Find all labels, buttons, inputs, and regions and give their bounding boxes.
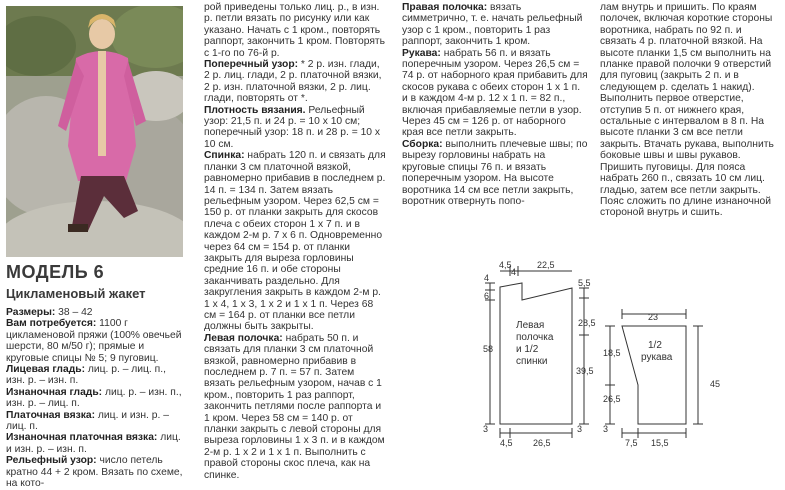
dim-label: 18,5 [603,348,621,358]
pattern1-label-line: и 1/2 [516,344,539,355]
dim-label: 4,5 [500,438,513,448]
dim-label: 45 [710,379,721,389]
dim-label: 3 [483,424,489,434]
paragraph: рой приведены только лиц. р., в изн. р. петли вязать по рисунку или как указано. Начать с 1 кром., повторять раппорт, закончить 1 кром. Повторять с 1-го по 76-й р. [204,2,385,59]
dim-label: 3 [577,424,583,434]
paragraph: Плотность вязания. Рельефный узор: 21,5 п. и 24 р. = 10 х 10 см; поперечный узор: 18 п. и 28 р. = 10 х 10 см. [204,104,381,150]
dim-label: 58 [483,344,494,354]
dim-label: 4 [511,267,517,277]
dim-label: 26,5 [603,394,621,404]
dim-label: 23 [648,312,659,322]
dim-label: 39,5 [576,366,594,376]
paragraph: Изнаночная гладь: лиц. р. – изн. п., изн. р. – лиц. п. [6,386,182,410]
paragraph: Рукава: набрать 56 п. и вязать поперечным узором. Через 26,5 см = 74 р. от наборного края прибавить для скосов рукава с обеих сторон 1 х 1 п. и в каждом 4-м р. 12 х 1 п. = 82 п., включая прибавляемые петли в узор. Через 45 см = 126 р. от наборного края все петли закрыть. [402,47,588,139]
pattern1-label-line: спинки [516,356,548,367]
dim-label: 22,5 [537,260,555,270]
dim-label: 5,5 [578,278,591,288]
paragraph: Вам потребуется: 1100 г цикламеновой пряжи (100% овечьей шерсти, 80 м/50 г); прямые и круговые спицы № 5; 9 пуговиц. [6,318,182,364]
paragraph: Поперечный узор: * 2 р. изн. глади, 2 р. лиц. глади, 2 р. платочной вязки, 2 р. изн. платочной вязки, 2 р. лиц. глади, повторять от *. [204,59,382,105]
pattern2-label-line: 1/2 [648,340,662,351]
dim-label: 7,5 [625,438,638,448]
paragraph: Размеры: 38 – 42 [6,307,93,318]
paragraph: Сборка: выполнить плечевые швы; по вырезу горловины набрать на круговые спицы 76 п. и вязать поперечным узором. На высоте воротника 14 см все петли закрыть, воротник отвернуть попо- [402,138,588,207]
paragraph: Лицевая гладь: лиц. р. – лиц. п., изн. р. – изн. п. [6,364,166,387]
pattern-sleeve [605,309,703,438]
dim-label: 6 [484,291,490,301]
paragraph: лам внутрь и пришить. По краям полочек, включая короткие стороны воротника, набрать по 92 п. и связать 4 р. платочной вязкой. На высоте планки 1,5 см выполнить на планке правой полочки 9 отверстий для пуговиц (закрыть 2 п. и в следующем р. сделать 1 накид). Выполнить первое отверстие, отступив 5 п. от нижнего края, остальные с интервалом в 8 п. На высоте планки 3 см все петли закрыть. Втачать рукава, выполнить боковые швы и швы рукавов. Пришить пуговицы. Для пояса набрать 260 п., связать 10 см лиц. гладью, затем все петли закрыть. Пояс сложить по длине изнаночной стороной внутрь и сшить. [600,2,774,219]
pattern-sleeve-labels [603,312,720,448]
model-title: МОДЕЛЬ 6 [6,262,105,282]
dim-label: 15,5 [651,438,669,448]
pattern2-label-line: рукава [641,352,673,363]
paragraph: Спинка: набрать 120 п. и связать для планки 3 см платочной вязкой, равномерно прибавив в последнем р. 14 п. = 134 п. Затем вязать рельефным узором. Через 62,5 см = 150 р. от планки закрыть для скосов плеча с обеих сторон 1 х 7 п. и в каждом 2-м р. 7 х 6 п. Одновременно через 64 см = 154 р. от планки закрыть для выреза горловины средние 16 п. и обе стороны заканчивать раздельно. Для закругления закрыть в каждом 2-м р. 1 х 4, 1 х 3, 1 х 2 и 1 х 1 п. Через 68 см = 164 р. от планки все петли должны быть закрыты. [204,150,386,333]
dim-label: 4,5 [499,260,512,270]
pattern1-label-line: Левая [516,320,545,331]
dim-label: 3 [603,424,609,434]
model-subtitle: Цикламеновый жакет [6,286,146,301]
paragraph: Левая полочка: набрать 50 п. и связать для планки 3 см платочной вязкой, равномерно прибавив в последнем р. 7 п. = 57 п. Затем вязать рельефным узором, начав с 1 кром., повторить 1 раз раппорт, закончить петлями после раппорта и 1 кром. Через 58 см = 140 р. от планки закрыть с левой стороны для выреза горловины 1 х 3 п. и в каждом 2-м р. 1 х 2 и 1 х 1 п. Выполнить с правой стороны скос плеча, как на спинке. [204,332,385,481]
paragraph: Рельефный узор: число петель кратно 44 + 2 кром. Вязать по схеме, на кото- [6,455,183,490]
pattern1-label-line: полочка [516,332,554,343]
paragraph: Правая полочка: вязать симметрично, т. е. начать рельефный узор с 1 кром., повторить 1 раз раппорт, закончить 1 кром. [402,2,583,48]
paragraph: Изнаночная платочная вязка: лиц. и изн. р. – изн. п. [6,432,181,455]
paragraph: Платочная вязка: лиц. и изн. р. – лиц. п. [6,409,169,433]
dim-label: 28,5 [578,318,596,328]
dim-label: 4 [484,273,490,283]
dim-label: 26,5 [533,438,551,448]
